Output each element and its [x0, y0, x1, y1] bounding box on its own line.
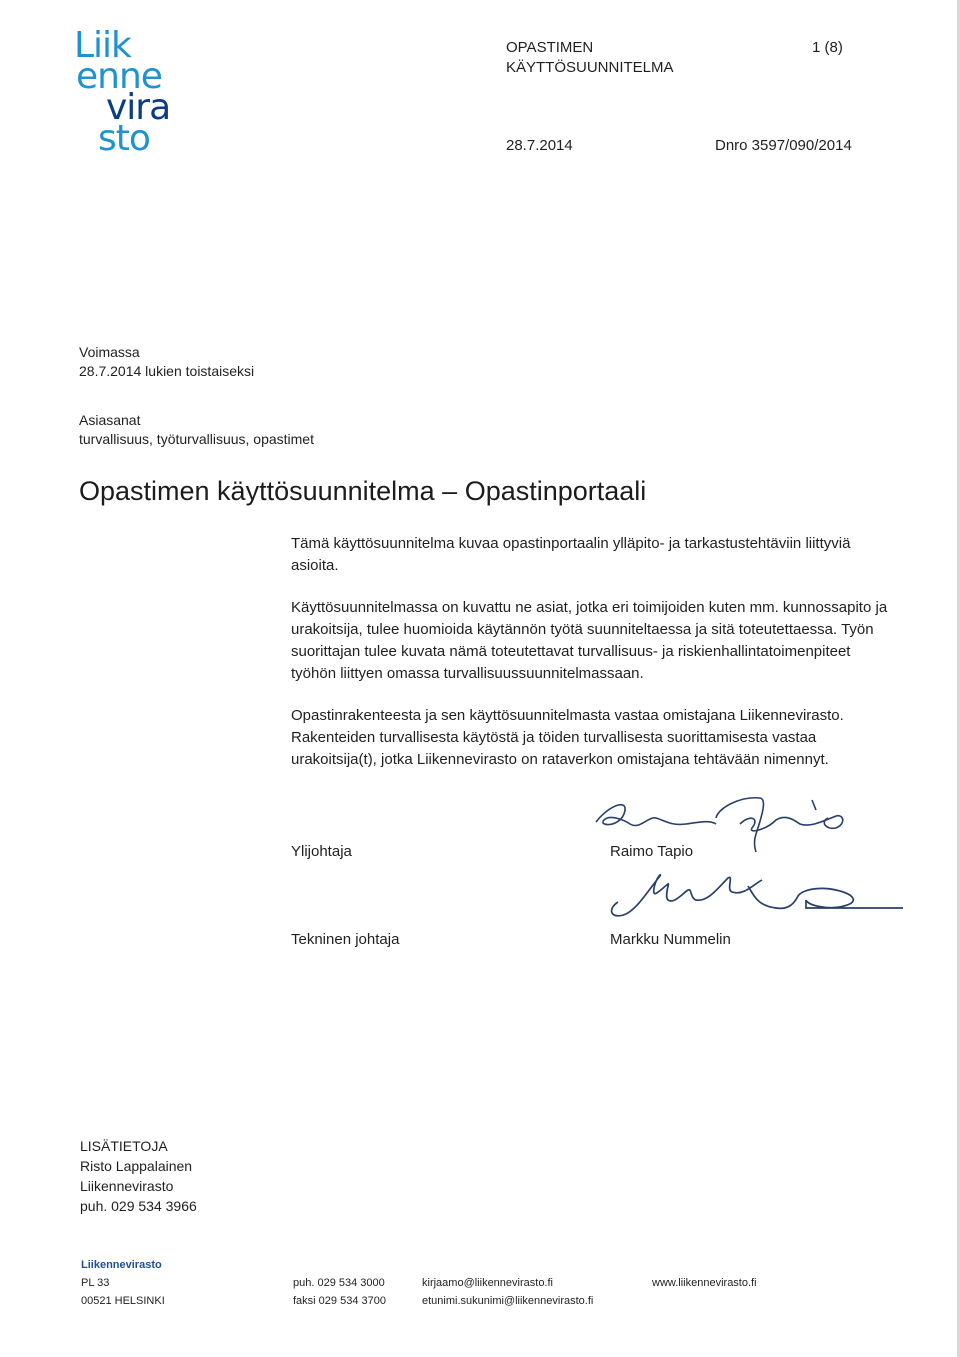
footer-po-box: PL 33	[81, 1277, 110, 1289]
footer-phone: puh. 029 534 3000	[293, 1277, 385, 1289]
footer-postal: 00521 HELSINKI	[81, 1295, 165, 1307]
validity-label: Voimassa	[79, 344, 140, 360]
footer-website-link[interactable]: www.liikennevirasto.fi	[652, 1277, 757, 1289]
keywords-label: Asiasanat	[79, 412, 141, 428]
paragraph: Opastinrakenteesta ja sen käyttösuunnitelmasta vastaa omistajana Liikennevirasto. Rakenteiden turvallisesta käytöstä ja töiden turvallisesta suorittamisesta vastaa urakoitsija(t), jotka Liikennevirasto on rataverkon omistajana tehtävään nimennyt.	[291, 707, 844, 768]
validity-value: 28.7.2014 lukien toistaiseksi	[79, 363, 255, 379]
signature-markku-nummelin	[598, 862, 908, 937]
validity-block	[79, 343, 254, 381]
contact-phone: puh. 029 534 3966	[80, 1198, 197, 1214]
page-indicator: 1 (8)	[812, 39, 843, 56]
contact-organization: Liikennevirasto	[80, 1178, 174, 1194]
document-type-line2: KÄYTTÖSUUNNITELMA	[506, 59, 674, 76]
more-info-block	[80, 1136, 197, 1216]
document-type-line1: OPASTIMEN	[506, 39, 594, 56]
footer-email[interactable]: kirjaamo@liikennevirasto.fi	[422, 1277, 553, 1289]
more-info-heading: LISÄTIETOJA	[80, 1138, 168, 1154]
footer-fax: faksi 029 534 3700	[293, 1295, 386, 1307]
liikennevirasto-logo	[74, 25, 194, 159]
signatory-role: Ylijohtaja	[291, 843, 352, 860]
footer-phones	[293, 1274, 386, 1310]
footer-address	[81, 1256, 165, 1310]
footer-emails	[422, 1274, 593, 1310]
footer-email-pattern: etunimi.sukunimi@liikennevirasto.fi	[422, 1295, 594, 1307]
document-date: 28.7.2014	[506, 137, 573, 154]
logo-line: enne	[76, 56, 162, 97]
logo-line: Liik	[74, 25, 131, 66]
paragraph: Käyttösuunnitelmassa on kuvattu ne asiat, jotka eri toimijoiden kuten mm. kunnossapito ja urakoitsija, tulee huomioida käytännön työtä suunniteltaessa ja sitä toteutettaessa. Työn suorittajan tulee kuvata nämä toteutettavat turvallisuus- ja riskienhallintatoimenpiteet työhön liittyen omassa turvallisuussuunnitelmassaan.	[291, 599, 888, 682]
logo-line: vira	[106, 87, 171, 128]
signatory-name: Markku Nummelin	[610, 931, 731, 948]
page-title: Opastimen käyttösuunnitelma – Opastinportaali	[79, 476, 647, 506]
signatory-name: Raimo Tapio	[610, 843, 694, 860]
footer-brand: Liikennevirasto	[81, 1259, 162, 1271]
logo-line: sto	[98, 118, 150, 159]
keywords-value: turvallisuus, työturvallisuus, opastimet	[79, 431, 314, 447]
signatory-role: Tekninen johtaja	[291, 931, 400, 948]
body-text	[291, 533, 891, 791]
paragraph: Tämä käyttösuunnitelma kuvaa opastinportaalin ylläpito- ja tarkastustehtäviin liittyviä asioita.	[291, 535, 851, 574]
keywords-block	[79, 411, 314, 449]
document-number: Dnro 3597/090/2014	[715, 137, 852, 154]
document-type	[506, 38, 674, 78]
contact-person: Risto Lappalainen	[80, 1158, 193, 1174]
